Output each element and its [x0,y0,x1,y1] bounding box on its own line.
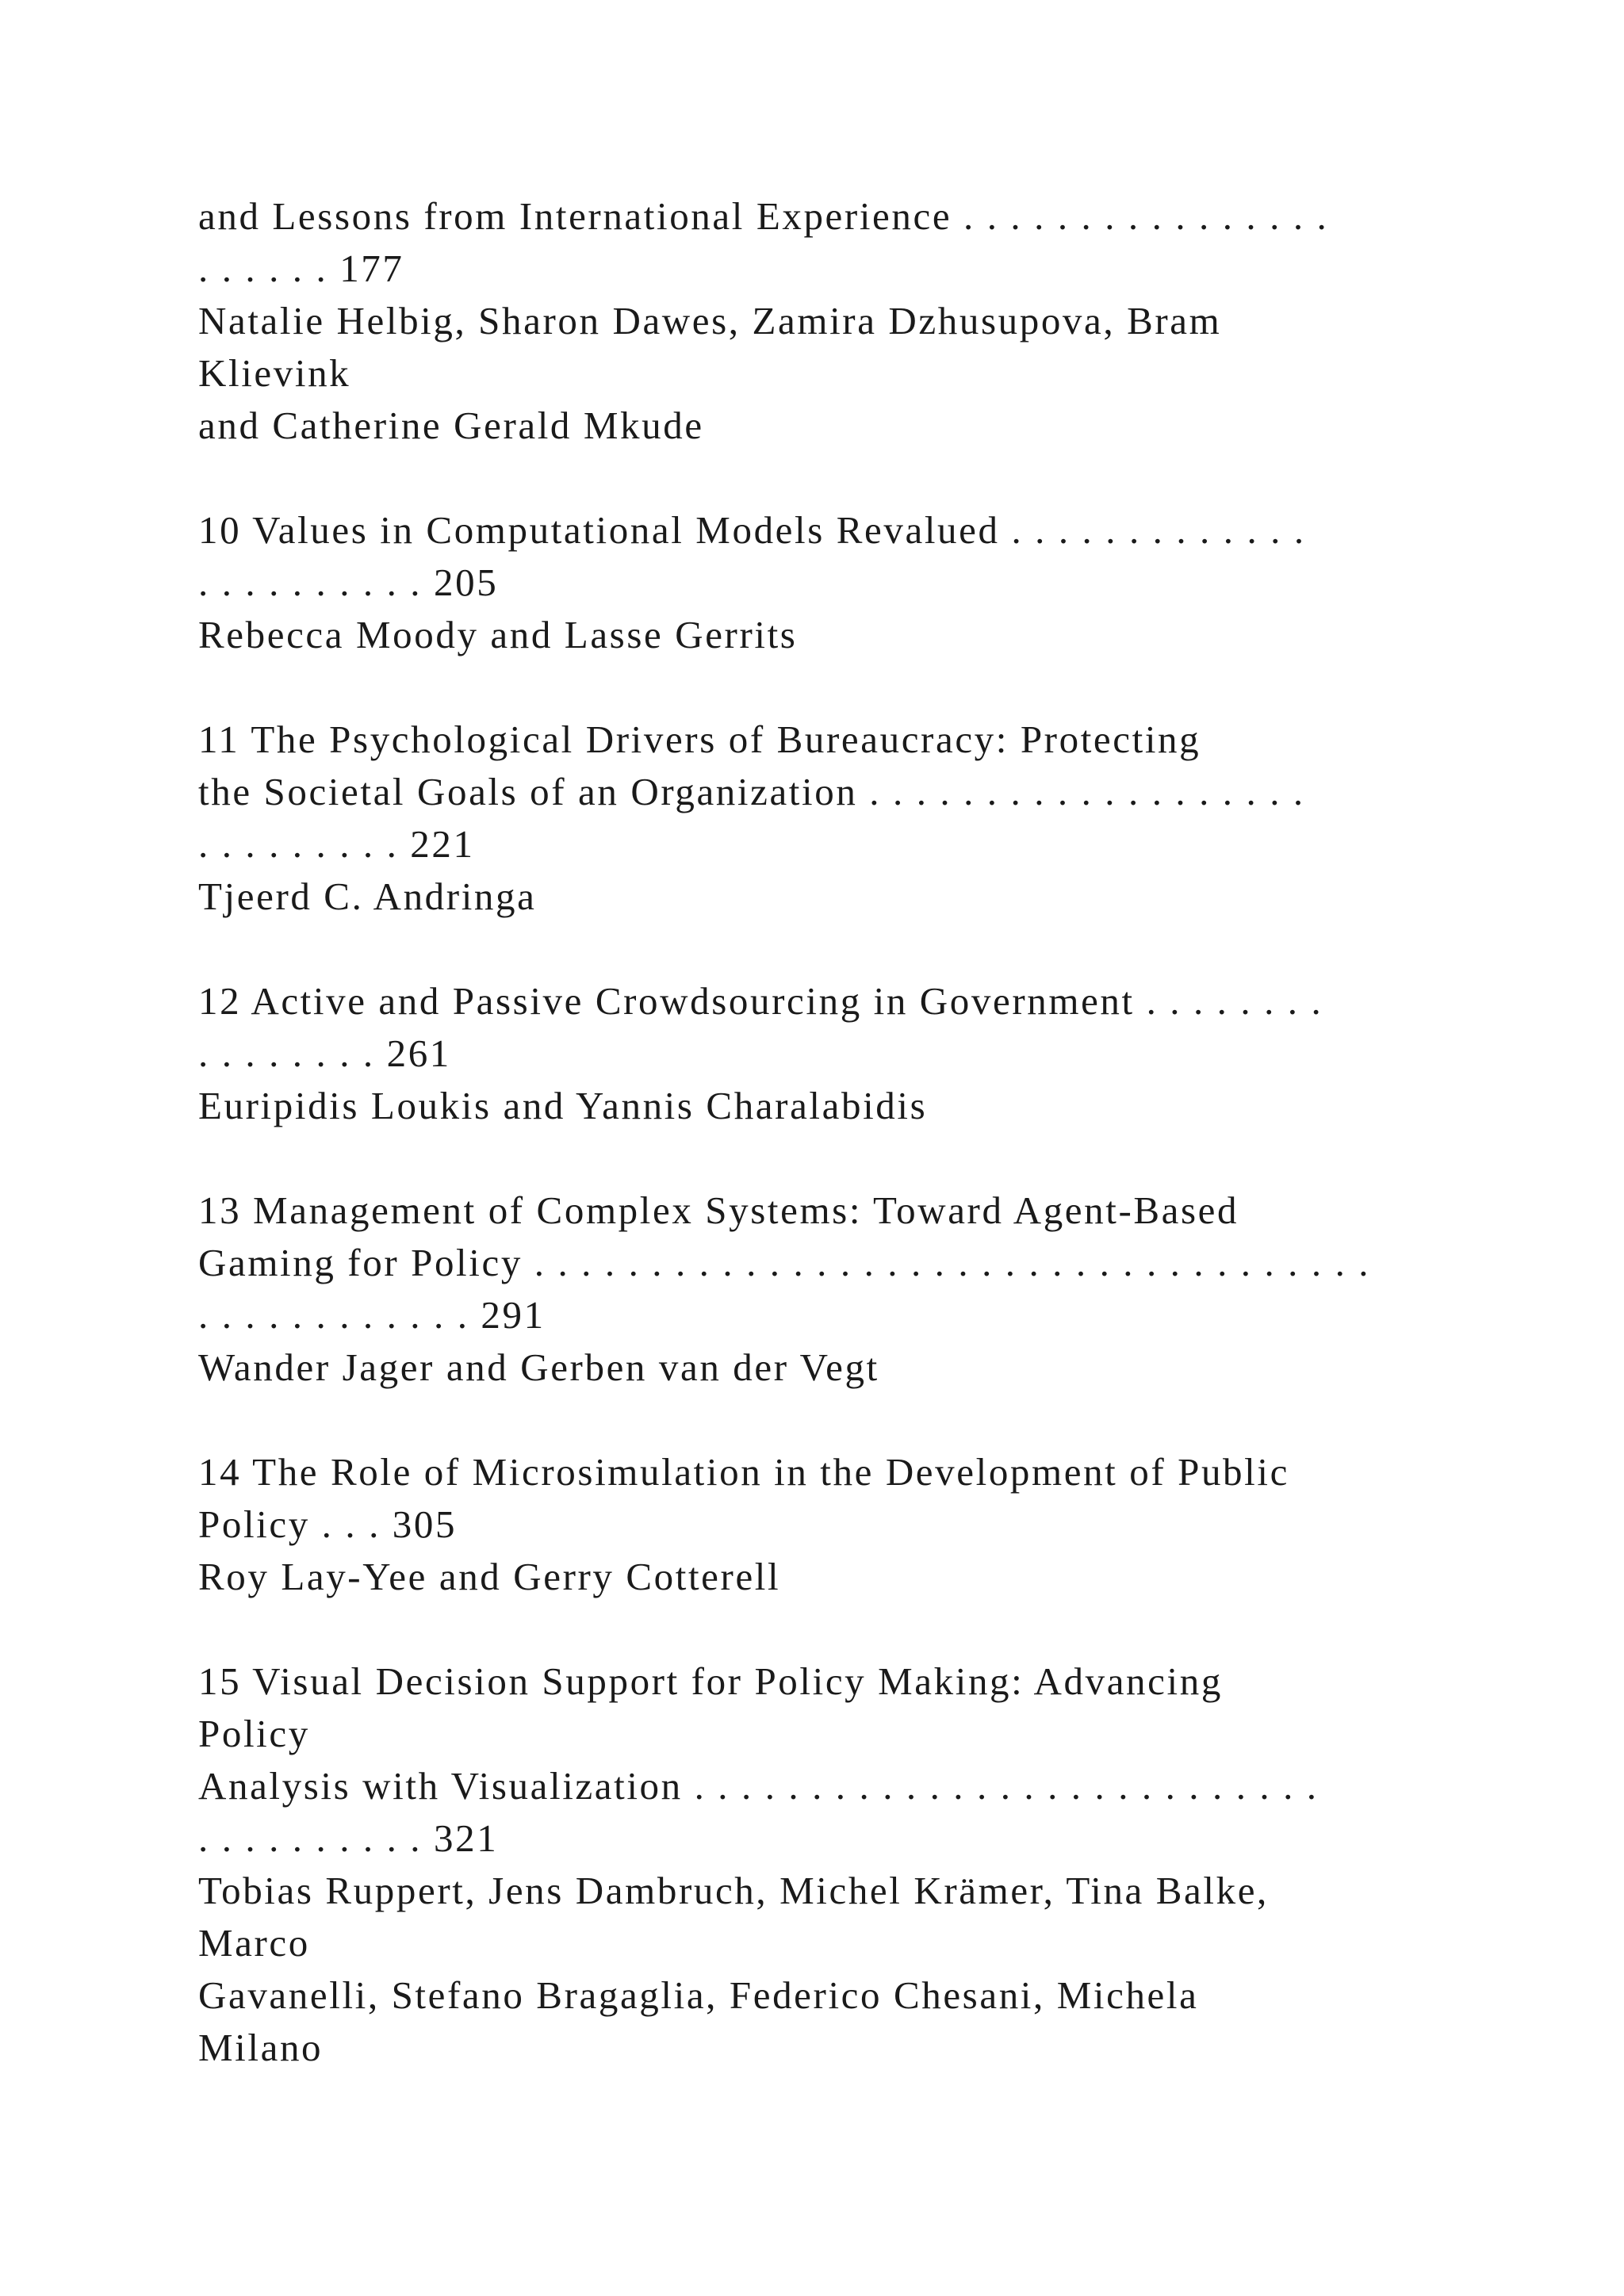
toc-entry [198,1184,1546,1394]
entry-title-line: and Lessons from International Experience . . . . . . . . . . . . . . . . [198,194,1329,238]
entry-authors-line: Tobias Ruppert, Jens Dambruch, Michel Krämer, Tina Balke, [198,1869,1269,1912]
entry-authors-line: Klievink [198,351,351,395]
entry-title-line: Gaming for Policy . . . . . . . . . . . . . . . . . . . . . . . . . . . . . . . . . . . . [198,1241,1371,1284]
toc-entry [198,1446,1546,1603]
entry-spacer [198,661,1546,714]
entry-title-line: . . . . . . . . . . 321 [198,1816,499,1860]
entry-spacer [198,1394,1546,1446]
toc-entry [198,714,1546,923]
entry-authors-line: Marco [198,1921,310,1965]
entry-title-line: 15 Visual Decision Support for Policy Making: Advancing [198,1659,1223,1703]
entry-title-line: Analysis with Visualization . . . . . . . . . . . . . . . . . . . . . . . . . . . [198,1764,1319,1808]
entry-title-line: 14 The Role of Microsimulation in the Development of Public [198,1450,1289,1494]
entry-authors-line: Euripidis Loukis and Yannis Charalabidis [198,1084,928,1127]
entry-authors-line: Tjeerd C. Andringa [198,874,537,918]
entry-title-line: 12 Active and Passive Crowdsourcing in Government . . . . . . . . [198,979,1323,1023]
entry-authors-line: Wander Jager and Gerben van der Vegt [198,1345,879,1389]
entry-title-line: . . . . . . . . . . . . 291 [198,1293,546,1337]
toc-entry [198,190,1546,452]
entry-title-line: Policy . . . 305 [198,1502,458,1546]
entry-title-line: 13 Management of Complex Systems: Toward Agent-Based [198,1188,1239,1232]
entry-title-line: 11 The Psychological Drivers of Bureaucracy: Protecting [198,718,1201,761]
toc-page [198,190,1546,2074]
entry-title-line: . . . . . . 177 [198,247,404,290]
entry-authors-line: Natalie Helbig, Sharon Dawes, Zamira Dzhusupova, Bram [198,299,1222,342]
toc-entry [198,975,1546,1132]
toc-entry [198,504,1546,661]
entry-title-line: the Societal Goals of an Organization . . . . . . . . . . . . . . . . . . . [198,770,1305,813]
entry-title-line: . . . . . . . . 261 [198,1031,451,1075]
entry-authors-line: Rebecca Moody and Lasse Gerrits [198,613,798,656]
entry-authors-line: and Catherine Gerald Mkude [198,404,704,447]
entry-spacer [198,1132,1546,1184]
entry-spacer [198,923,1546,975]
entry-authors-line: Milano [198,2026,324,2069]
entry-title-line: 10 Values in Computational Models Revalued . . . . . . . . . . . . . [198,508,1306,552]
entry-authors-line: Roy Lay-Yee and Gerry Cotterell [198,1555,781,1598]
toc-entry [198,1655,1546,2074]
entry-title-line: . . . . . . . . . . 205 [198,561,499,604]
entry-title-line: Policy [198,1712,310,1755]
entry-spacer [198,1603,1546,1655]
entry-spacer [198,452,1546,504]
entry-authors-line: Gavanelli, Stefano Bragaglia, Federico Chesani, Michela [198,1973,1199,2017]
entry-title-line: . . . . . . . . . 221 [198,822,475,866]
